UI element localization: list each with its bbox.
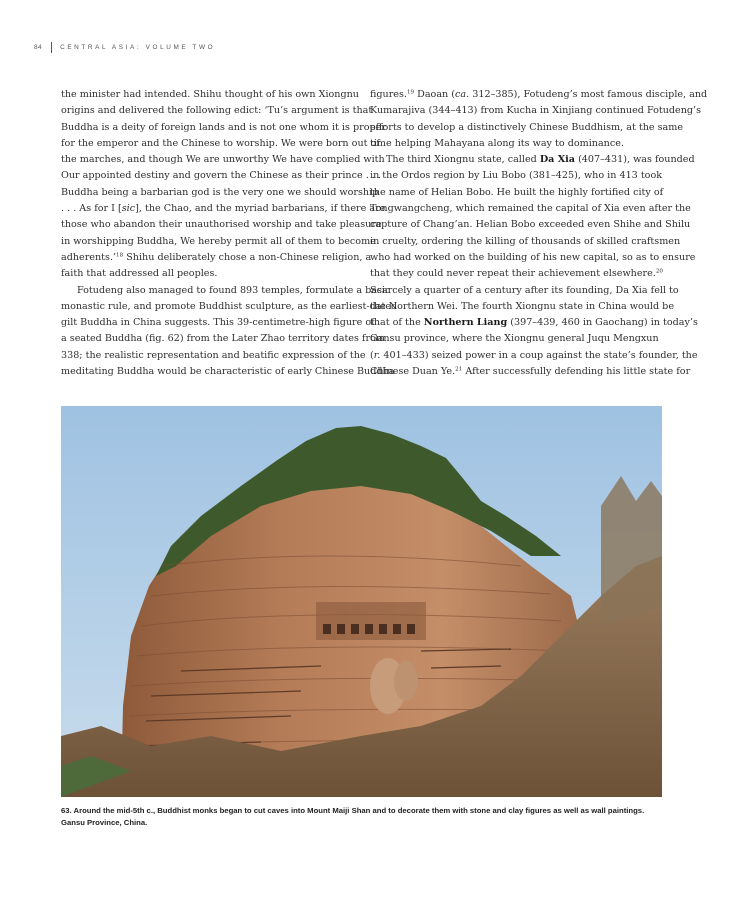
text-fragment: The third Xiongnu state, called [386,154,540,166]
text-line: a seated Buddha (fig. 62) from the Later Zhao territory dates from [61,333,385,345]
cave-gallery [316,602,426,640]
text-line: time helping Mahayana along its way to dominance. [370,137,624,149]
text-line [61,201,386,217]
text-line: the name of Helian Bobo. He built the highly fortified city of [370,186,664,198]
text-line: Buddha being a barbarian god is the very one we should worship [61,186,379,198]
text-line: Kumarajiva (344–413) from Kucha in Xinjiang continued Fotudeng’s [370,105,701,117]
text-line: monastic rule, and promote Buddhist sculpture, as the earliest-dated [61,300,398,312]
maiji-shan-photo [61,406,662,797]
state-name: Northern Liang [423,317,508,329]
bare-trees [601,476,662,626]
figure-caption [61,805,661,828]
footnote-ref: 19 [406,89,415,96]
text-line: Our appointed destiny and govern the Chinese as their prince . . . [61,170,381,182]
text-fragment: ], the Chao, and the myriad barbarians, if there are [135,203,386,215]
text-line: Scarcely a quarter of a century after its founding, Da Xia fell to [370,284,679,296]
text-line: faith that addressed all peoples. [61,268,218,280]
page-number: 84 [34,43,43,51]
text-line: in cruelty, ordering the killing of thousands of skilled craftsmen [370,235,681,247]
sic-note: sic [121,203,136,215]
text-line: capture of Chang’an. Helian Bobo exceeded even Shihe and Shilu [370,219,691,231]
text-line: the Northern Wei. The fourth Xiongnu state in China would be [370,300,675,312]
text-line: for the emperor and the Chinese to worship. We were born out of [61,137,380,149]
text-fragment: . . . As for I [ [61,203,122,215]
footnote-ref: 21 [455,366,463,373]
text-line: origins and delivered the following edict: ‘Tu’s argument is that [61,105,373,117]
text-line [61,250,372,266]
text-fragment: 312–385), Fotudeng’s most famous disciple, and [469,89,708,100]
text-line [370,266,663,282]
text-fragment: ( [370,349,374,361]
text-line: Buddha is a deity of foreign lands and is not one whom it is proper [61,121,386,133]
state-name: Da Xia [539,154,576,166]
figure-number: 63. [61,806,72,815]
text-fragment: 401–433) seized power in a coup against the state’s founder, the [380,349,698,361]
text-line: meditating Buddha would be characteristic of early Chinese Buddha [61,366,395,378]
text-line: in worshipping Buddha, We hereby permit all of them to become [61,235,376,247]
text-line: Gansu province, where the Xiongnu general Juqu Mengxun [370,333,659,345]
text-line: Tongwangcheng, which remained the capital of Xia even after the [370,203,691,215]
running-header [34,41,215,53]
text-fragment: (407–431), was founded [575,154,695,166]
text-fragment: adherents.’ [61,251,117,263]
text-line: who had worked on the building of his new capital, so as to ensure [370,251,696,263]
caption-text: Around the mid-5th c., Buddhist monks began to cut caves into Mount Maiji Shan and to decorate them with stone and clay figures as well as wall paintings. [71,806,645,815]
header-divider [51,42,52,53]
text-fragment: r. [373,349,381,361]
text-fragment: Chinese Duan Ye. [370,366,456,378]
text-line: in the Ordos region by Liu Bobo (381–425), who in 413 took [370,170,663,182]
text-line [370,315,698,331]
footnote-ref: 20 [655,268,663,275]
text-fragment: Shihu deliberately chose a non-Chinese religion, a [123,251,372,263]
text-line: 338; the realistic representation and beatific expression of the [61,349,366,361]
text-fragment: that they could never repeat their achievement elsewhere. [370,268,656,280]
running-title: CENTRAL ASIA: VOLUME TWO [60,43,216,51]
text-line: efforts to develop a distinctively Chinese Buddhism, at the same [370,121,684,133]
text-line: gilt Buddha in China suggests. This 39-centimetre-high figure of [61,317,375,329]
text-line: the minister had intended. Shihu thought of his own Xiongnu [61,89,359,100]
text-fragment: (397–439, 460 in Gaochang) in today’s [507,317,698,329]
text-line [370,152,695,168]
text-fragment: that of the [370,317,424,329]
text-fragment: After successfully defending his little state for [462,366,691,378]
photo-illustration [61,406,662,797]
text-fragment: Daoan ( [414,89,456,100]
text-line [370,364,691,380]
footnote-ref: 18 [116,252,124,259]
text-fragment: ca. [455,89,470,100]
text-line: those who abandon their unauthorised worship and take pleasure [61,219,382,231]
right-text-column [370,87,708,380]
text-line: the marches, and though We are unworthy We have complied with [61,154,385,166]
text-line [370,348,698,364]
text-fragment: figures. [370,89,407,100]
caption-location: Gansu Province, China. [61,817,148,827]
text-line: Fotudeng also managed to found 893 temples, formulate a basic [77,284,391,296]
text-line [370,87,708,103]
